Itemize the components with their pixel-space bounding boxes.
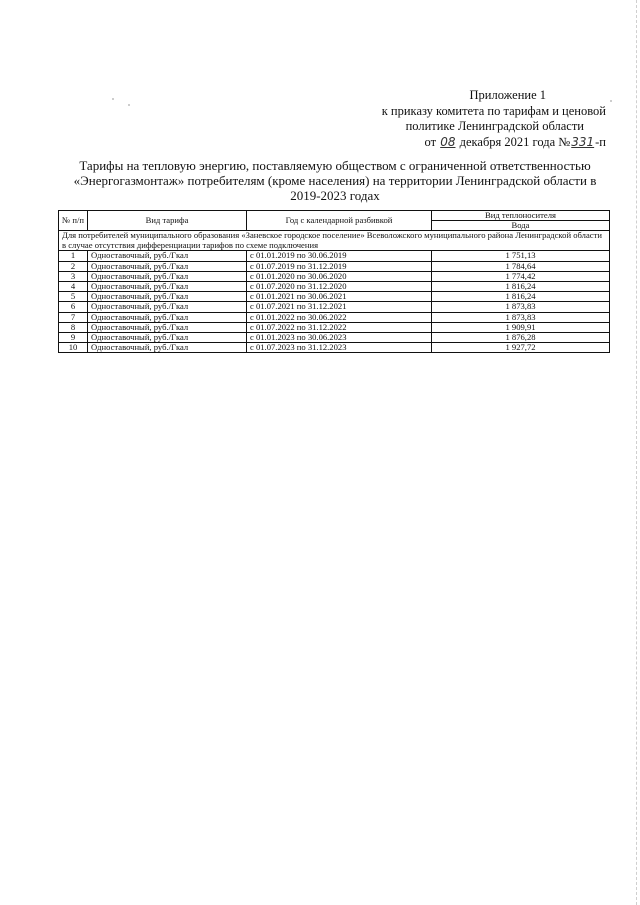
table-row — [59, 302, 610, 312]
row-period: с 01.01.2020 по 30.06.2020 — [247, 271, 432, 281]
header-carrier: Вид теплоносителя — [432, 211, 610, 221]
row-price: 1 876,28 — [432, 333, 610, 343]
row-period: с 01.07.2023 по 31.12.2023 — [247, 343, 432, 353]
row-tariff-type: Одноставочный, руб./Гкал — [88, 333, 247, 343]
scan-speck — [112, 98, 114, 100]
row-price: 1 927,72 — [432, 343, 610, 353]
group-label: Для потребителей муниципального образования «Заневское городское поселение» Всеволожского муниципального района Ленинградской области в случае отсутствия дифференциации тарифов по схеме подключения — [59, 231, 610, 251]
order-number-handwritten: 331 — [571, 134, 595, 149]
header-tariff-type: Вид тарифа — [88, 211, 247, 231]
row-num: 10 — [59, 343, 88, 353]
table-row — [59, 333, 610, 343]
row-price: 1 784,64 — [432, 261, 610, 271]
row-price: 1 751,13 — [432, 251, 610, 261]
row-period: с 01.01.2019 по 30.06.2019 — [247, 251, 432, 261]
header-period: Год с календарной разбивкой — [247, 211, 432, 231]
header-num: № п/п — [59, 211, 88, 231]
row-tariff-type: Одноставочный, руб./Гкал — [88, 312, 247, 322]
row-num: 5 — [59, 292, 88, 302]
group-row — [59, 231, 610, 251]
table-row — [59, 343, 610, 353]
scan-edge-line — [636, 0, 638, 905]
row-tariff-type: Одноставочный, руб./Гкал — [88, 322, 247, 332]
row-num: 6 — [59, 302, 88, 312]
row-tariff-type: Одноставочный, руб./Гкал — [88, 343, 247, 353]
row-period: с 01.07.2019 по 31.12.2019 — [247, 261, 432, 271]
row-period: с 01.07.2022 по 31.12.2022 — [247, 322, 432, 332]
date-rest: декабря 2021 года № — [459, 134, 571, 149]
row-period: с 01.01.2022 по 30.06.2022 — [247, 312, 432, 322]
appendix-line-3: политике Ленинградской области — [405, 119, 584, 133]
scan-speck — [610, 100, 612, 102]
table-row — [59, 261, 610, 271]
row-period: с 01.07.2021 по 31.12.2021 — [247, 302, 432, 312]
row-tariff-type: Одноставочный, руб./Гкал — [88, 302, 247, 312]
row-num: 4 — [59, 282, 88, 292]
row-tariff-type: Одноставочный, руб./Гкал — [88, 251, 247, 261]
row-period: с 01.07.2020 по 31.12.2020 — [247, 282, 432, 292]
tariff-table — [58, 210, 610, 353]
appendix-line-1: Приложение 1 — [469, 88, 546, 102]
row-period: с 01.01.2023 по 30.06.2023 — [247, 333, 432, 343]
row-num: 3 — [59, 271, 88, 281]
row-price: 1 873,83 — [432, 312, 610, 322]
date-day-handwritten: 08 — [440, 134, 456, 149]
table-row — [59, 312, 610, 322]
row-price: 1 873,83 — [432, 302, 610, 312]
row-period: с 01.01.2021 по 30.06.2021 — [247, 292, 432, 302]
row-tariff-type: Одноставочный, руб./Гкал — [88, 292, 247, 302]
row-num: 7 — [59, 312, 88, 322]
appendix-date-line — [346, 135, 606, 151]
table-row — [59, 271, 610, 281]
date-prefix: от — [424, 134, 437, 149]
table-row — [59, 282, 610, 292]
appendix-line-2: к приказу комитета по тарифам и ценовой — [381, 103, 606, 118]
row-num: 9 — [59, 333, 88, 343]
row-num: 1 — [59, 251, 88, 261]
row-tariff-type: Одноставочный, руб./Гкал — [88, 282, 247, 292]
row-price: 1 816,24 — [432, 282, 610, 292]
order-suffix: -п — [595, 134, 606, 149]
row-price: 1 816,24 — [432, 292, 610, 302]
row-price: 1 909,91 — [432, 322, 610, 332]
row-price: 1 774,42 — [432, 271, 610, 281]
header-carrier-water: Вода — [432, 221, 610, 231]
appendix-header — [346, 88, 606, 150]
document-title: Тарифы на тепловую энергию, поставляемую обществом с ограниченной ответственностью «Энергогазмонтаж» потребителям (кроме населения) на территории Ленинградской области в 2019-2023 годах — [73, 158, 597, 203]
row-num: 2 — [59, 261, 88, 271]
table-row — [59, 322, 610, 332]
row-num: 8 — [59, 322, 88, 332]
table-row — [59, 292, 610, 302]
table-header-row — [59, 211, 610, 221]
row-tariff-type: Одноставочный, руб./Гкал — [88, 271, 247, 281]
table-row — [59, 251, 610, 261]
row-tariff-type: Одноставочный, руб./Гкал — [88, 261, 247, 271]
scan-speck — [128, 104, 130, 106]
